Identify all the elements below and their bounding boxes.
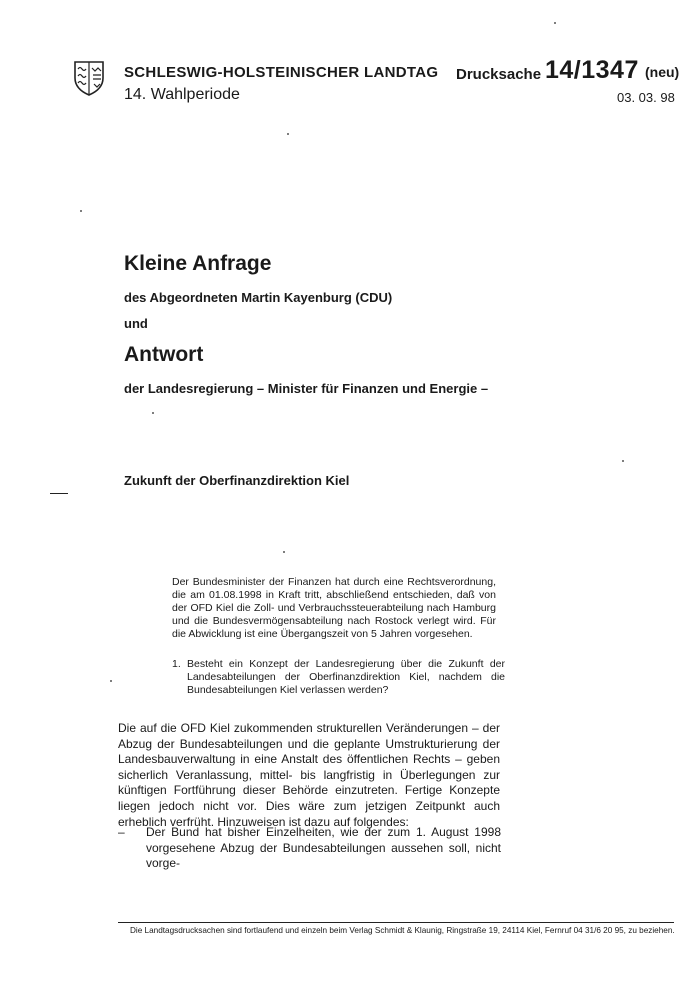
scan-speck xyxy=(80,210,82,212)
coat-of-arms-icon xyxy=(72,60,106,96)
document-number: 14/1347 xyxy=(545,56,639,84)
scan-speck xyxy=(110,680,112,682)
document-suffix: (neu) xyxy=(645,64,680,80)
margin-mark xyxy=(50,493,68,494)
scan-speck xyxy=(287,133,289,135)
inquiry-author: des Abgeordneten Martin Kayenburg (CDU) xyxy=(124,290,393,305)
parliament-name: SCHLESWIG-HOLSTEINISCHER LANDTAG xyxy=(124,64,439,81)
footer-rule xyxy=(118,922,674,923)
answer-author: der Landesregierung – Minister für Finanzen und Energie – xyxy=(124,381,489,396)
election-period: 14. Wahlperiode xyxy=(124,86,240,103)
scan-speck xyxy=(554,22,556,24)
document-date: 03. 03. 98 xyxy=(617,90,675,105)
topic-title: Zukunft der Oberfinanzdirektion Kiel xyxy=(124,473,350,488)
document-label: Drucksache xyxy=(456,66,542,83)
intro-paragraph: Der Bundesminister der Finanzen hat durch eine Rechtsverordnung, die am 01.08.1998 in Kraft tritt, abschließend entschieden, daß von der OFD Kiel die Zoll- und Verbrauchssteuerabteilung nach Hamburg und die Bundesvermögensabteilung nach Rostock verlegt wird. Für die Abwicklung ist eine Übergangszeit von 5 Jahren vorgesehen. xyxy=(172,576,496,640)
question-number: 1. xyxy=(172,658,181,670)
scan-speck xyxy=(152,412,154,414)
footer-note: Die Landtagsdrucksachen sind fortlaufend und einzeln beim Verlag Schmidt & Klaunig, Ringstraße 19, 24114 Kiel, Fernruf 04 31/6 20 95, zu beziehen. xyxy=(130,926,675,935)
question-text: Besteht ein Konzept der Landesregierung über die Zukunft der Landesabteilungen der Oberfinanzdirektion Kiel, nachdem die Bundesabteilungen Kiel verlassen werden? xyxy=(187,658,505,696)
answer-paragraph: Die auf die OFD Kiel zukommenden strukturellen Veränderungen – der Abzug der Bundesabteilungen und die geplante Umstrukturierung der Landesbauverwaltung in eine Anstalt des öffentlichen Rechts – geben sicherlich Veranlassung, mittel- bis langfristig in Überlegungen zur künftigen Fortführung dieser Behörde einzutreten. Fertige Konzepte liegen jedoch nicht vor. Dies wäre zum jetzigen Zeitpunkt auch erheblich verfrüht. Hinzuweisen ist dazu auf folgendes: xyxy=(118,721,500,829)
answer-heading: Antwort xyxy=(124,343,204,366)
scan-speck xyxy=(622,460,624,462)
bullet-marker: – xyxy=(118,825,125,839)
scan-speck xyxy=(283,551,285,553)
inquiry-heading: Kleine Anfrage xyxy=(124,252,272,275)
bullet-text: Der Bund hat bisher Einzelheiten, wie der zum 1. August 1998 vorgesehene Abzug der Bundesabteilungen aussehen soll, nicht vorge- xyxy=(146,825,501,871)
conjunction-and: und xyxy=(124,316,148,331)
